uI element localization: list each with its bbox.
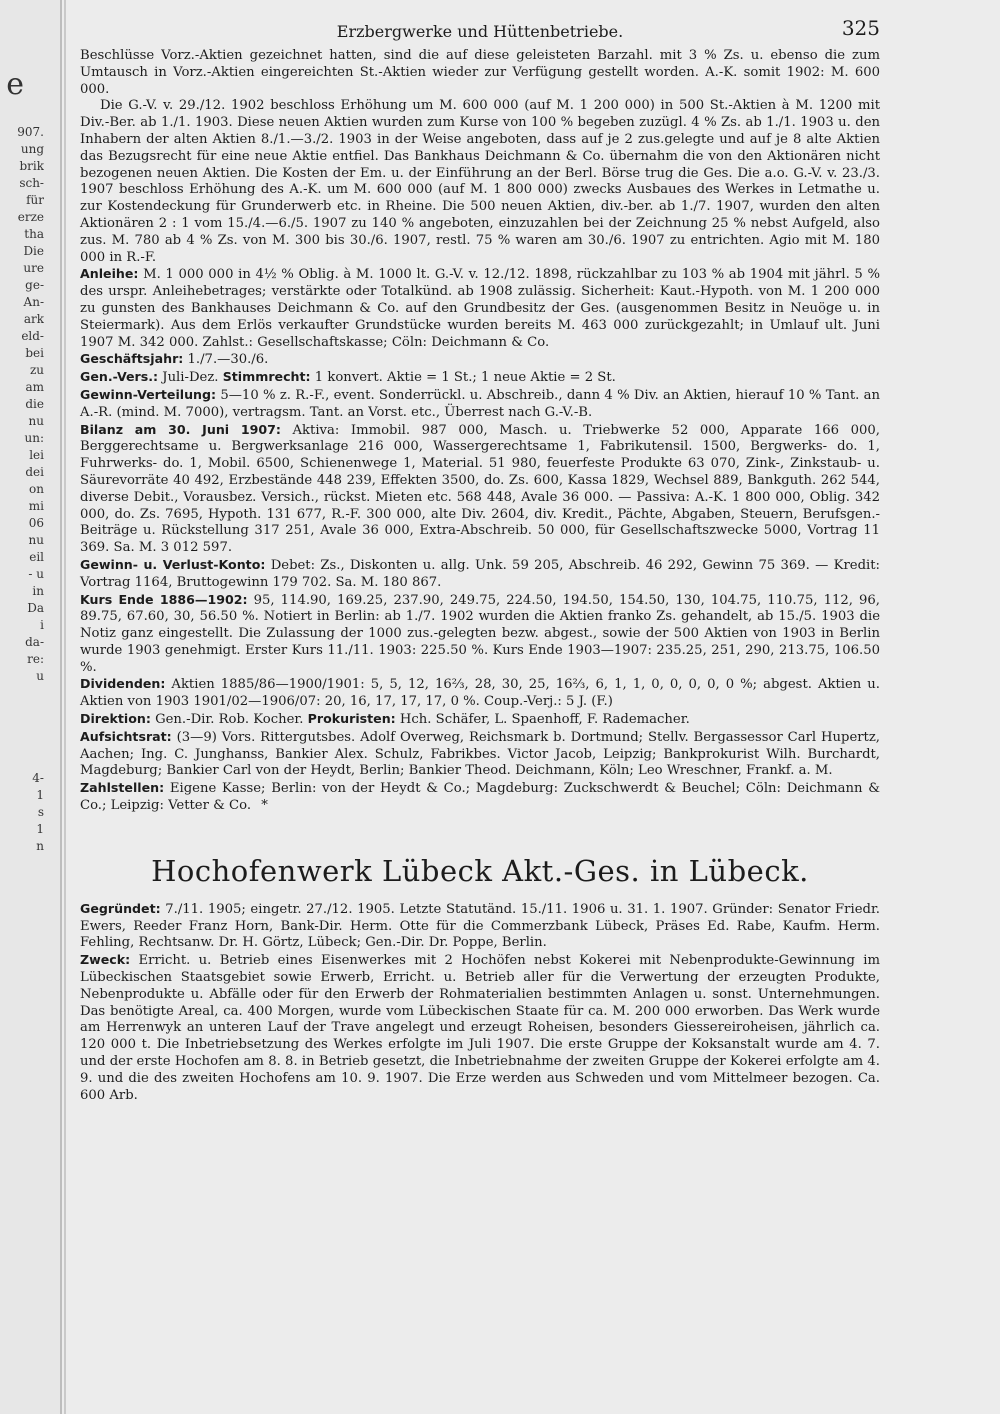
- gutter-fragment: - u: [28, 567, 44, 581]
- direktion-label: Direktion:: [80, 711, 151, 727]
- gutter-fragment: An-: [23, 295, 44, 309]
- bilanz-label: Bilanz am 30. Juni 1907:: [80, 421, 281, 437]
- kurs-label: Kurs Ende 1886—1902:: [80, 591, 248, 607]
- gutter-fragment: ark: [23, 312, 44, 326]
- kurs-text: 95, 114.90, 169.25, 237.90, 249.75, 224.50, 194.50, 154.50, 130, 104.75, 110.75, 112, 96, 89.75, 67.60, 30, 56.50 %. Notiert in Berlin: ab 1./7. 1902 wurden die Aktien franko Zs. gehandelt, ab 15./5. 1903 die Notiz ganz eingestellt. Die Zulassung der 1000 zus.-gelegten bezw. abgest., sowie der 500 Aktien von 1903 in Berlin wurde 1903 genehmigt. Erster Kurs 11./11. 1903: 225.50 %. Kurs Ende 1903—1907: 235.25, 251, 290, 213.75, 106.50 %.: [80, 592, 880, 675]
- gegruendet-text: 7./11. 1905; eingetr. 27./12. 1905. Letzte Statutänd. 15./11. 1906 u. 31. 1. 1907. Gründer: Senator Friedr. Ewers, Reeder Franz Horn, Bank-Dir. Herm. Otte für die Commerzbank Lübeck, Präses Ed. Rabe, Kaufm. Herm. Fehling, Rechtsanw. Dr. H. Görtz, Lübeck; Gen.-Dir. Dr. Poppe, Berlin.: [80, 901, 880, 951]
- gutter-fragment: re:: [27, 652, 44, 666]
- adjacent-page-gutter: [0, 0, 62, 1414]
- genvers-text: Juli-Dez.: [162, 370, 219, 386]
- gegruendet-entry: [80, 901, 880, 952]
- gutter-fragment: am: [25, 380, 44, 394]
- kurs-entry: [80, 592, 880, 677]
- page-edge-rule: [64, 0, 66, 1414]
- gutter-fragment: tha: [24, 227, 44, 241]
- gutter-fragment: bei: [25, 346, 44, 360]
- gutter-fragment: 06: [28, 516, 44, 530]
- direktion-text: Gen.-Dir. Rob. Kocher.: [155, 712, 304, 728]
- gutter-fragment: 1: [36, 822, 44, 836]
- gutter-fragment: i: [40, 618, 44, 632]
- prokuristen-label: Prokuristen:: [307, 711, 396, 727]
- zweck-entry: [80, 952, 880, 1104]
- anleihe-label: Anleihe:: [80, 266, 139, 282]
- gutter-fragment: zu: [29, 363, 44, 377]
- gutter-fragment: sch-: [19, 176, 44, 190]
- gutter-fragment: eld-: [21, 329, 44, 343]
- gewinn-verteilung-text: 5—10 % z. R.-F., event. Sonderrückl. u. Abschreib., dann 4 % Div. an Aktien, hierauf 10 % Tant. an A.-R. (mind. M. 7000), vertragsm. Tant. an Vorst. etc., Überrest nach G.-V.-B.: [80, 387, 880, 420]
- gutter-fragment: s: [37, 805, 44, 819]
- gutter-fragment: u: [36, 669, 44, 683]
- genvers-stimmrecht-entry: [80, 369, 880, 387]
- zahlstellen-label: Zahlstellen:: [80, 780, 165, 796]
- gutter-fragment: 1: [36, 788, 44, 802]
- gutter-fragment: Da: [27, 601, 44, 615]
- gutter-fragment: un:: [24, 431, 44, 445]
- dividenden-entry: [80, 676, 880, 711]
- zweck-text: Erricht. u. Betrieb eines Eisenwerkes mit 2 Hochöfen nebst Kokerei mit Nebenprodukte-Gewinnung im Lübeckischen Staatsgebiet sowie Erwerb, Erricht. u. Betrieb aller für die Verwertung der erzeugten Produkte, Nebenprodukte u. Abfälle oder für den Erwerb der Rohmaterialien bestimmten Anlagen u. sonst. Unternehmungen. Das benötigte Areal, ca. 400 Morgen, wurde vom Lübeckischen Staate für ca. M. 200 000 erworben. Das Werk wurde am Herrenwyk an unteren Lauf der Trave angelegt und erzeugt Roheisen, besonders Giessereiroheisen, jährlich ca. 120 000 t. Die Inbetriebsetzung des Werkes erfolgte im Juli 1907. Die erste Gruppe der Koksanstalt wurde am 4. 7. und der erste Hochofen am 8. 8. in Betrieb gesetzt, die Inbetriebnahme der zweiten Gruppe der Kokerei erfolgte am 4. 9. und die des zweiten Hochofens am 10. 9. 1907. Die Erze werden aus Schweden und vom Mittelmeer bezogen. Ca. 600 Arb.: [80, 953, 880, 1103]
- bilanz-text: Aktiva: Immobil. 987 000, Masch. u. Triebwerke 52 000, Apparate 166 000, Berggerechtsame u. Bergwerksanlage 216 000, Wassergerechtsame 1, Fabrikutensil. 1500, Bergwerks- do. 1, Fuhrwerks- do. 1, Mobil. 6500, Schienenwege 1, Material. 51 980, feuerfeste Produkte 63 070, Zink-, Zinkstaub- u. Säurevorräte 40 492, Erzbestände 448 239, Effekten 3500, do. Zs. 600, Kassa 1829, Wechsel 889, Bankguth. 262 544, diverse Debit., Vorausbez. Versich., rückst. Mieten etc. 568 448, Avale 36 000. — Passiva: A.-K. 1 800 000, Oblig. 342 000, do. Zs. 7695, Hypoth. 131 677, R.-F. 300 000, alte Div. 2604, div. Kredit., Pächte, Abgaben, Steuern, Berufsgen.-Beiträge u. Rückstellung 317 251, Avale 36 000, Extra-Abschreib. 50 000, für Gesellschaftszwecke 5000, Vortrag 11 369. Sa. M. 3 012 597.: [80, 422, 880, 556]
- gutter-fragment: ure: [23, 261, 44, 275]
- page-header: [80, 16, 880, 48]
- gutter-fragment: in: [32, 584, 44, 598]
- gewinn-verteilung-label: Gewinn-Verteilung:: [80, 386, 217, 402]
- stimmrecht-text: 1 konvert. Aktie = 1 St.; 1 neue Aktie = 2 St.: [314, 370, 616, 386]
- gutter-fragment: dei: [25, 465, 44, 479]
- prokuristen-text: Hch. Schäfer, L. Spaenhoff, F. Rademacher.: [399, 712, 690, 728]
- direktion-entry: [80, 711, 880, 729]
- gegruendet-label: Gegründet:: [80, 900, 161, 916]
- genvers-label: Gen.-Vers.:: [80, 369, 159, 385]
- gewinn-verteilung-entry: [80, 387, 880, 422]
- aufsichtsrat-label: Aufsichtsrat:: [80, 728, 172, 744]
- gutter-fragment: e: [6, 70, 24, 100]
- guv-entry: [80, 557, 880, 592]
- capital-history-paragraph: Beschlüsse Vorz.-Aktien gezeichnet hatten, sind die auf diese geleisteten Barzahl. mit 3 % Zs. u. ebenso die zum Umtausch in Vorz.-Aktien eingereichten St.-Aktien wieder zur Verfügung gestellt worden. A.-K. somit 1902: M. 600 000.: [80, 48, 880, 97]
- company-title: Hochofenwerk Lübeck Akt.-Ges. in Lübeck.: [151, 853, 809, 888]
- aufsichtsrat-entry: [80, 729, 880, 780]
- gutter-fragment: erze: [17, 210, 44, 224]
- zahlstellen-text: Eigene Kasse; Berlin: von der Heydt & Co.; Magdeburg: Zuckschwerdt & Beuchel; Cöln: Deichmann & Co.; Leipzig: Vetter & Co.: [80, 781, 880, 814]
- gutter-fragment: die: [25, 397, 44, 411]
- gutter-fragment: nu: [28, 414, 44, 428]
- page-body: [80, 16, 880, 1104]
- gutter-fragment: ung: [20, 142, 44, 156]
- guv-label: Gewinn- u. Verlust-Konto:: [80, 556, 266, 572]
- gutter-fragment: nu: [28, 533, 44, 547]
- aufsichtsrat-text: (3—9) Vors. Rittergutsbes. Adolf Overweg, Reichsmark b. Dortmund; Stellv. Bergassessor Carl Hupertz, Aachen; Ing. C. Junghanss, Bankier Alex. Schulz, Fabrikbes. Victor Jacob, Leipzig; Bankprokurist Wilh. Burchardt, Magdeburg; Bankier Carl von der Heydt, Berlin; Bankier Theod. Deichmann, Köln; Leo Wreschner, Frankf. a. M.: [80, 729, 880, 779]
- anleihe-text: M. 1 000 000 in 4½ % Oblig. à M. 1000 lt. G.-V. v. 12./12. 1898, rückzahlbar zu 103 % ab 1904 mit jährl. 5 % des urspr. Anleihebetrages; verstärkte oder Totalkünd. ab 1908 zulässig. Sicherheit: Kaut.-Hypoth. von M. 1 200 000 zu gunsten des Bankhauses Deichmann & Co. auf den Grundbesitz der Ges. (ausgenommen Besitz in Neuöge u. in Steiermark). Aus dem Erlös verkaufter Grundstücke wurden bereits M. 463 000 zurückgezahlt; in Umlauf ult. Juni 1907 M. 342 000. Zahlst.: Gesellschaftskasse; Cöln: Deichmann & Co.: [80, 267, 880, 350]
- bilanz-entry: [80, 422, 880, 557]
- gutter-fragment: brik: [19, 159, 44, 173]
- zweck-label: Zweck:: [80, 952, 131, 968]
- running-title: Erzbergwerke und Hüttenbetriebe.: [336, 22, 624, 41]
- gutter-fragment: ge-: [25, 278, 44, 292]
- gutter-fragment: eil: [29, 550, 44, 564]
- end-marker: *: [261, 798, 268, 814]
- dividenden-label: Dividenden:: [80, 676, 166, 692]
- anleihe-entry: [80, 266, 880, 351]
- geschaeftsjahr-text: 1./7.—30./6.: [187, 352, 269, 368]
- geschaeftsjahr-label: Geschäftsjahr:: [80, 351, 184, 367]
- guv-text: Debet: Zs., Diskonten u. allg. Unk. 59 205, Abschreib. 46 292, Gewinn 75 369. — Kredit: Vortrag 1164, Bruttogewinn 179 702. Sa. M. 180 867.: [80, 557, 880, 590]
- dividenden-text: Aktien 1885/86—1900/1901: 5, 5, 12, 16⅔, 28, 30, 25, 16⅔, 6, 1, 1, 0, 0, 0, 0, 0 %; abgest. Aktien u. Aktien von 1903 1901/02—1906/07: 20, 16, 17, 17, 17, 0 %. Coup.-Verj.: 5 J. (F.): [80, 677, 880, 710]
- gutter-fragment: mi: [28, 499, 44, 513]
- gutter-fragment: Die: [23, 244, 44, 258]
- gutter-fragment: n: [36, 839, 44, 853]
- gutter-fragment: on: [29, 482, 44, 496]
- zahlstellen-entry: [80, 780, 880, 815]
- gutter-fragment: für: [26, 193, 44, 207]
- capital-increase-paragraph: Die G.-V. v. 29./12. 1902 beschloss Erhöhung um M. 600 000 (auf M. 1 200 000) in 500 St.-Aktien à M. 1200 mit Div.-Ber. ab 1./1. 1903. Diese neuen Aktien wurden zum Kurse von 100 % begeben zuzügl. 4 % Zs. ab 1./1. 1903 u. den Inhabern der alten Aktien 8./1.—3./2. 1903 in der Weise angeboten, dass auf je 2 zus.gelegte und auf je 8 alte Aktien das Bezugsrecht für eine neue Aktie entfiel. Das Bankhaus Deichmann & Co. übernahm die von den Aktionären nicht bezogenen neuen Aktien. Die Kosten der Em. u. der Einführung an der Berl. Börse trug die Ges. Die a.o. G.-V. v. 23./3. 1907 beschloss Erhöhung des A.-K. um M. 600 000 (auf M. 1 800 000) zwecks Ausbaues des Werkes in Letmathe u. zur Kostendeckung für Grunderwerb etc. in Rheine. Die 500 neuen Aktien, div.-ber. ab 1./7. 1907, wurden den alten Aktionären 2 : 1 vom 15./4.—6./5. 1907 zu 140 % angeboten, einzuzahlen bei der Zeichnung 25 % nebst Aufgeld, also zus. M. 780 ab 4 % Zs. von M. 300 bis 30./6. 1907, restl. 75 % waren am 30./6. 1907 zu entrichten. Agio mit M. 180 000 in R.-F.: [80, 98, 880, 265]
- geschaeftsjahr-entry: [80, 351, 880, 369]
- gutter-fragment: lei: [29, 448, 44, 462]
- stimmrecht-label: Stimmrecht:: [222, 369, 311, 385]
- gutter-fragment: da-: [25, 635, 44, 649]
- gutter-fragment: 907.: [17, 125, 44, 139]
- gutter-fragment: 4-: [32, 771, 44, 785]
- page-number: 325: [841, 16, 880, 40]
